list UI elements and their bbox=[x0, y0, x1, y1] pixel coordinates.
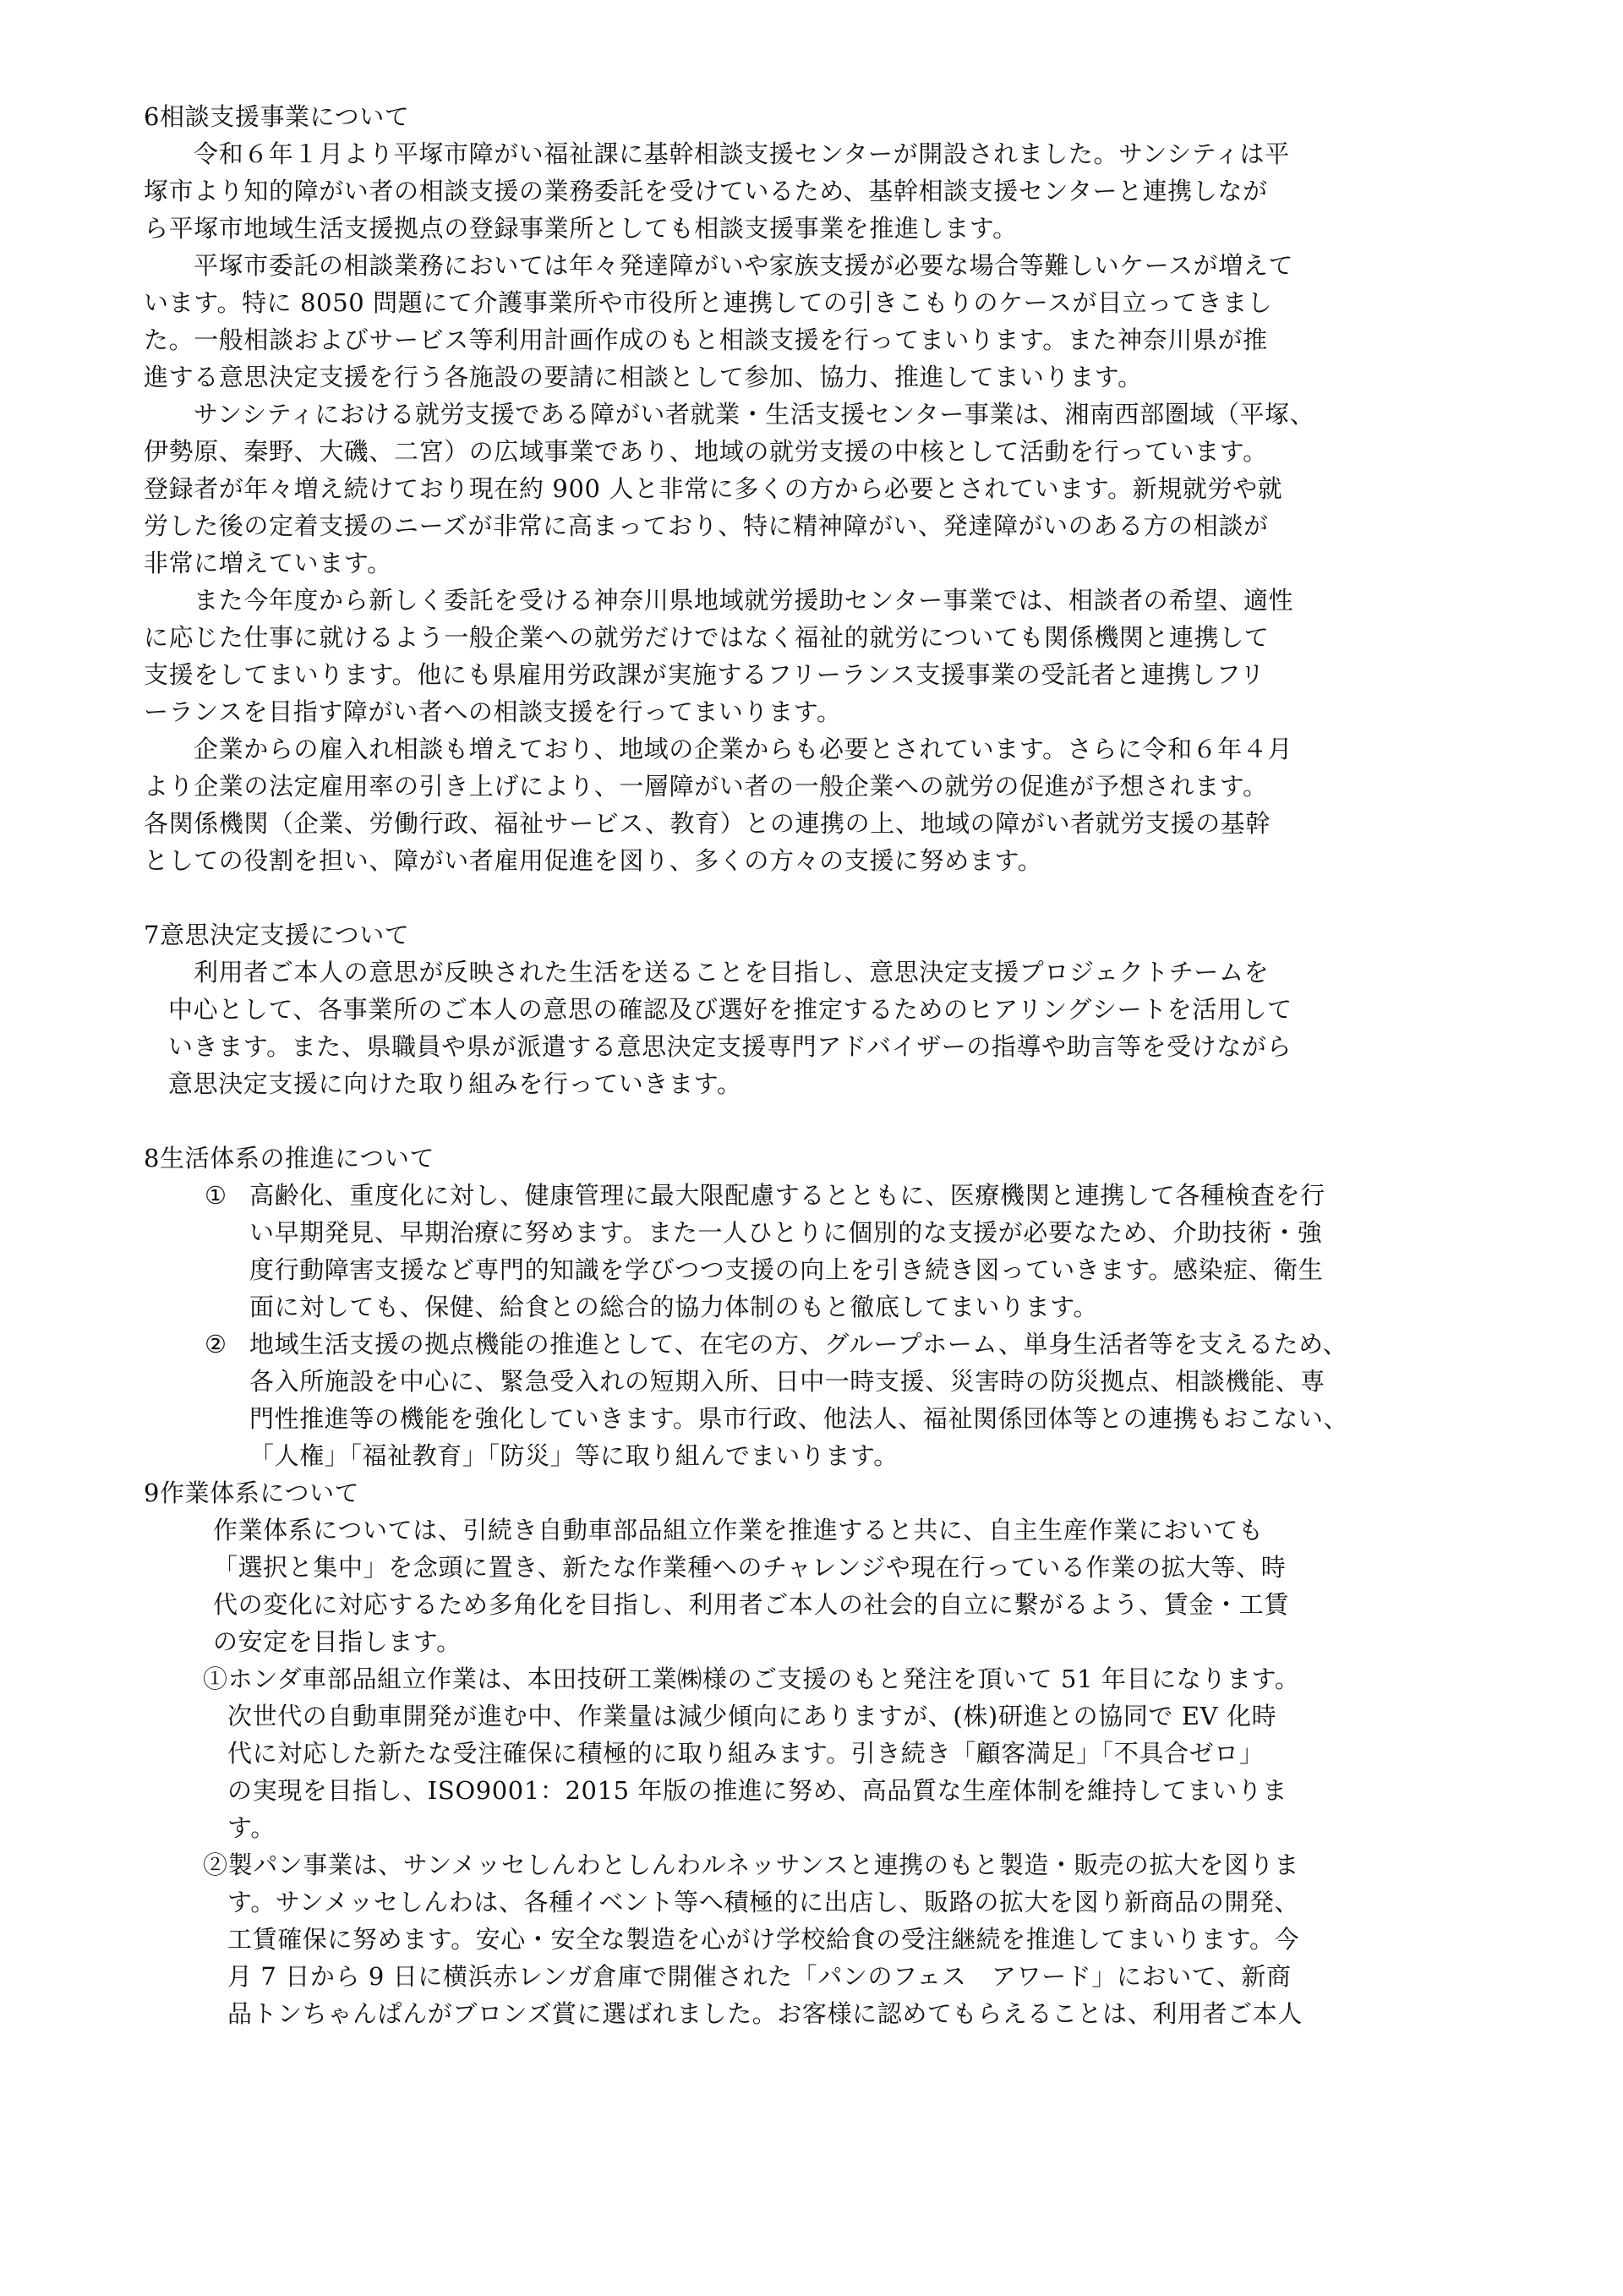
text-line: 支援をしてまいります。他にも県雇用労政課が実施するフリーランス支援事業の受託者と連携しフリ bbox=[144, 660, 1265, 689]
text-line: 登録者が年々増え続けており現在約 900 人と非常に多くの方から必要とされています。新規就労や就 bbox=[144, 474, 1283, 503]
section-6-heading: 6相談支援事業について bbox=[144, 102, 410, 131]
text-line: いきます。また、県職員や県が派遣する意思決定支援専門アドバイザーの指導や助言等を受けながら bbox=[168, 1032, 1292, 1061]
text-line: 面に対しても、保健、給食との総合的協力体制のもと徹底してまいります。 bbox=[249, 1293, 1099, 1321]
text-line: 「人権」「福祉教育」「防災」等に取り組んでまいります。 bbox=[249, 1441, 899, 1470]
text-line: 各関係機関（企業、労働行政、福祉サービス、教育）との連携の上、地域の障がい者就労支援の基幹 bbox=[144, 809, 1271, 838]
text-line: に応じた仕事に就けるよう一般企業への就労だけではなく福祉的就労についても関係機関と連携して bbox=[144, 623, 1270, 652]
text-line: 進する意思決定支援を行う各施設の要請に相談として参加、協力、推進してまいります。 bbox=[144, 363, 1143, 391]
text-line: た。一般相談およびサービス等利用計画作成のもと相談支援を行ってまいります。また神奈川県が推 bbox=[144, 325, 1268, 354]
section-9-heading: 9作業体系について bbox=[144, 1479, 360, 1507]
blank-line bbox=[144, 1102, 1496, 1140]
text-line: 地域生活支援の拠点機能の推進として、在宅の方、グループホーム、単身生活者等を支えるため、 bbox=[249, 1330, 1348, 1358]
text-line: 令和６年１月より平塚市障がい福祉課に基幹相談支援センターが開設されました。サンシティは平 bbox=[194, 139, 1290, 168]
text-line: 平塚市委託の相談業務においては年々発達障がいや家族支援が必要な場合等難しいケースが増えて bbox=[194, 251, 1293, 280]
item-marker: ① bbox=[205, 1181, 227, 1210]
text-line: 利用者ご本人の意思が反映された生活を送ることを目指し、意思決定支援プロジェクトチームを bbox=[194, 958, 1270, 987]
text-line: ら平塚市地域生活支援拠点の登録事業所としても相談支援事業を推進します。 bbox=[144, 214, 1018, 243]
text-line: 各入所施設を中心に、緊急受入れの短期入所、日中一時支援、災害時の防災拠点、相談機能、専 bbox=[249, 1367, 1325, 1396]
text-line: 塚市より知的障がい者の相談支援の業務委託を受けているため、基幹相談支援センターと連携しなが bbox=[144, 177, 1268, 205]
text-line: の安定を目指します。 bbox=[213, 1627, 462, 1656]
text-line: 度行動障害支援など専門的知識を学びつつ支援の向上を引き続き図っていきます。感染症、衛生 bbox=[249, 1255, 1324, 1284]
document-page bbox=[144, 98, 1496, 2032]
list-item bbox=[144, 1326, 1496, 1363]
text-line: 伊勢原、秦野、大磯、二宮）の広域事業であり、地域の就労支援の中核として活動を行っています。 bbox=[144, 437, 1268, 466]
text-line: 非常に増えています。 bbox=[144, 549, 392, 577]
text-line: 企業からの雇入れ相談も増えており、地域の企業からも必要とされています。さらに令和６年４月 bbox=[194, 735, 1293, 763]
item-marker: ② bbox=[205, 1330, 227, 1358]
text-line: 「選択と集中」を念頭に置き、新たな作業種へのチャレンジや現在行っている作業の拡大等、時 bbox=[213, 1553, 1287, 1582]
text-line: 月 7 日から 9 日に横浜赤レンガ倉庫で開催された「パンのフェス アワード」において、新商 bbox=[227, 1962, 1292, 1991]
text-line: 代に対応した新たな受注確保に積極的に取り組みます。引き続き「顧客満足」「不具合ゼロ」 bbox=[227, 1739, 1265, 1768]
text-line: ーランスを目指す障がい者への相談支援を行ってまいります。 bbox=[144, 697, 842, 726]
text-line: います。特に 8050 問題にて介護事業所や市役所と連携しての引きこもりのケースが目立ってきまし bbox=[144, 288, 1273, 317]
text-line: また今年度から新しく委託を受ける神奈川県地域就労援助センター事業では、相談者の希望、適性 bbox=[194, 586, 1294, 615]
text-line: い早期発見、早期治療に努めます。また一人ひとりに個別的な支援が必要なため、介助技術・強 bbox=[249, 1218, 1323, 1247]
section-7-heading: 7意思決定支援について bbox=[144, 921, 410, 949]
text-line: 作業体系については、引続き自動車部品組立作業を推進すると共に、自主生産作業においても bbox=[213, 1516, 1264, 1544]
text-line: 次世代の自動車開発が進む中、作業量は減少傾向にありますが、(株)研進との協同で EV 化時 bbox=[227, 1702, 1277, 1730]
text-line: 代の変化に対応するため多角化を目指し、利用者ご本人の社会的自立に繋がるよう、賃金・工賃 bbox=[213, 1590, 1289, 1619]
text-line: 高齢化、重度化に対し、健康管理に最大限配慮するとともに、医療機関と連携して各種検査を行 bbox=[249, 1181, 1325, 1210]
text-line: 工賃確保に努めます。安心・安全な製造を心がけ学校給食の受注継続を推進してまいります。今 bbox=[227, 1925, 1300, 1954]
text-line: ①ホンダ車部品組立作業は、本田技研工業㈱様のご支援のもと発注を頂いて 51 年目になります。 bbox=[203, 1665, 1300, 1693]
text-line: 意思決定支援に向けた取り組みを行っていきます。 bbox=[168, 1069, 742, 1098]
blank-line bbox=[144, 879, 1496, 916]
text-line: ②製パン事業は、サンメッセしんわとしんわルネッサンスと連携のもと製造・販売の拡大を図りま bbox=[203, 1850, 1299, 1879]
text-line: す。サンメッセしんわは、各種イベント等へ積極的に出店し、販路の拡大を図り新商品の開発、 bbox=[227, 1888, 1300, 1916]
text-line: としての役割を担い、障がい者雇用促進を図り、多くの方々の支援に努めます。 bbox=[144, 846, 1043, 875]
text-line: 労した後の定着支援のニーズが非常に高まっており、特に精神障がい、発達障がいのある方の相談が bbox=[144, 511, 1269, 540]
text-line: サンシティにおける就労支援である障がい者就業・生活支援センター事業は、湘南西部圏域（平塚、 bbox=[194, 400, 1315, 429]
text-line: の実現を目指し、ISO9001：2015 年版の推進に努め、高品質な生産体制を維持してまいりま bbox=[227, 1776, 1287, 1805]
text-line: 品トンちゃんぱんがブロンズ賞に選ばれました。お客様に認めてもらえることは、利用者ご本人 bbox=[227, 1999, 1303, 2028]
text-line: す。 bbox=[227, 1813, 276, 1842]
section-8-heading: 8生活体系の推進について bbox=[144, 1144, 435, 1173]
list-item bbox=[144, 1177, 1496, 1214]
text-line: より企業の法定雇用率の引き上げにより、一層障がい者の一般企業への就労の促進が予想されます。 bbox=[144, 772, 1268, 801]
text-line: 門性推進等の機能を強化していきます。県市行政、他法人、福祉関係団体等との連携もおこない、 bbox=[249, 1404, 1349, 1433]
text-line: 中心として、各事業所のご本人の意思の確認及び選好を推定するためのヒアリングシートを活用して bbox=[168, 995, 1292, 1024]
